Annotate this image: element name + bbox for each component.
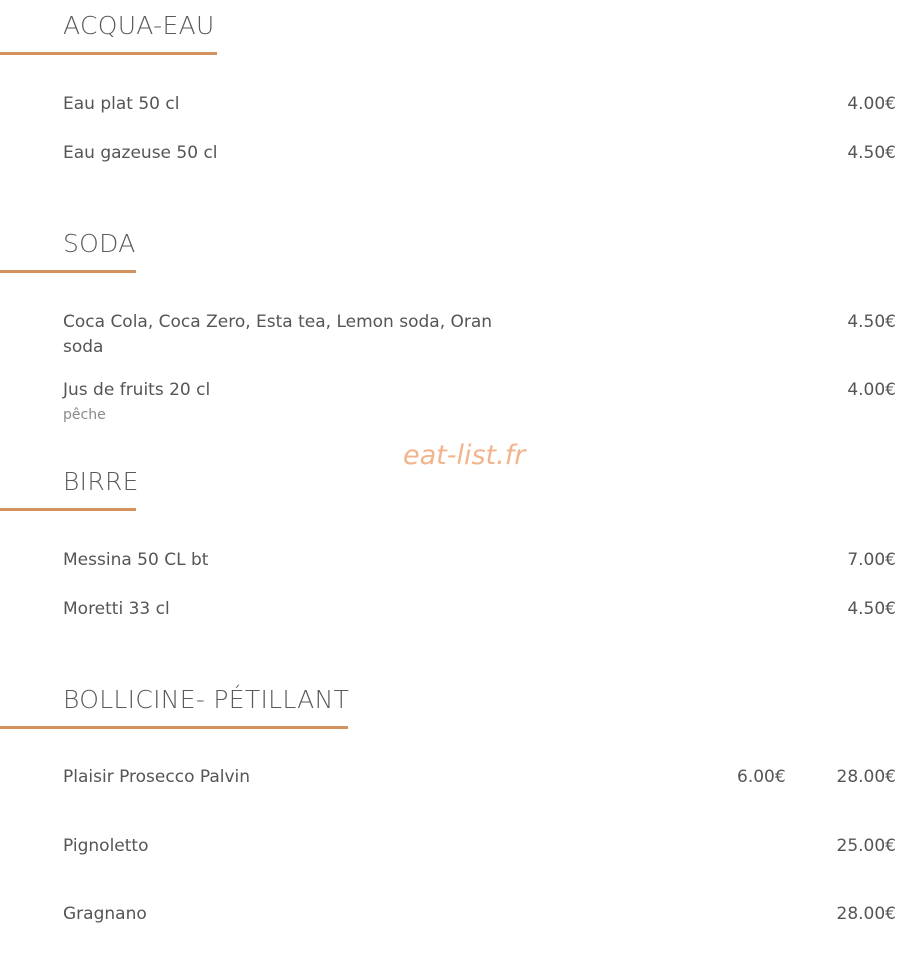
menu-item-price: 4.00€ (847, 94, 896, 114)
menu-item-name: Coca Cola, Coca Zero, Esta tea, Lemon soda, Oran soda (63, 312, 493, 357)
menu-item-description: pêche (63, 407, 106, 423)
section-title-bollicine: BOLLICINE- PÉTILLANT (63, 685, 350, 714)
section-underline (0, 726, 348, 729)
menu-item-price: 7.00€ (847, 550, 896, 570)
menu-item-price: 4.50€ (847, 312, 896, 332)
menu-item-glass-price: 6.00€ (737, 767, 786, 787)
section-title-acqua-eau: ACQUA-EAU (63, 11, 215, 40)
menu-item-name: Jus de fruits 20 cl (63, 380, 211, 400)
section-underline (0, 52, 217, 55)
section-title-soda: SODA (63, 229, 136, 258)
menu-item-name: Eau plat 50 cl (63, 94, 180, 114)
menu-item-name: Eau gazeuse 50 cl (63, 143, 218, 163)
menu-item-name: Moretti 33 cl (63, 599, 170, 619)
menu-item-price: 28.00€ (836, 767, 896, 787)
menu-item-price: 25.00€ (836, 836, 896, 856)
menu-item-price: 4.00€ (847, 380, 896, 400)
menu-item-name: Gragnano (63, 904, 147, 924)
section-underline (0, 508, 136, 511)
menu-item-price: 4.50€ (847, 143, 896, 163)
menu-item-name: Messina 50 CL bt (63, 550, 209, 570)
watermark-text: eat-list.fr (403, 440, 526, 471)
menu-item-price: 28.00€ (836, 904, 896, 924)
menu-item-price: 4.50€ (847, 599, 896, 619)
section-underline (0, 270, 136, 273)
menu-item-name: Pignoletto (63, 836, 149, 856)
menu-item-name: Plaisir Prosecco Palvin (63, 767, 251, 787)
section-title-birre: BIRRE (63, 467, 139, 496)
